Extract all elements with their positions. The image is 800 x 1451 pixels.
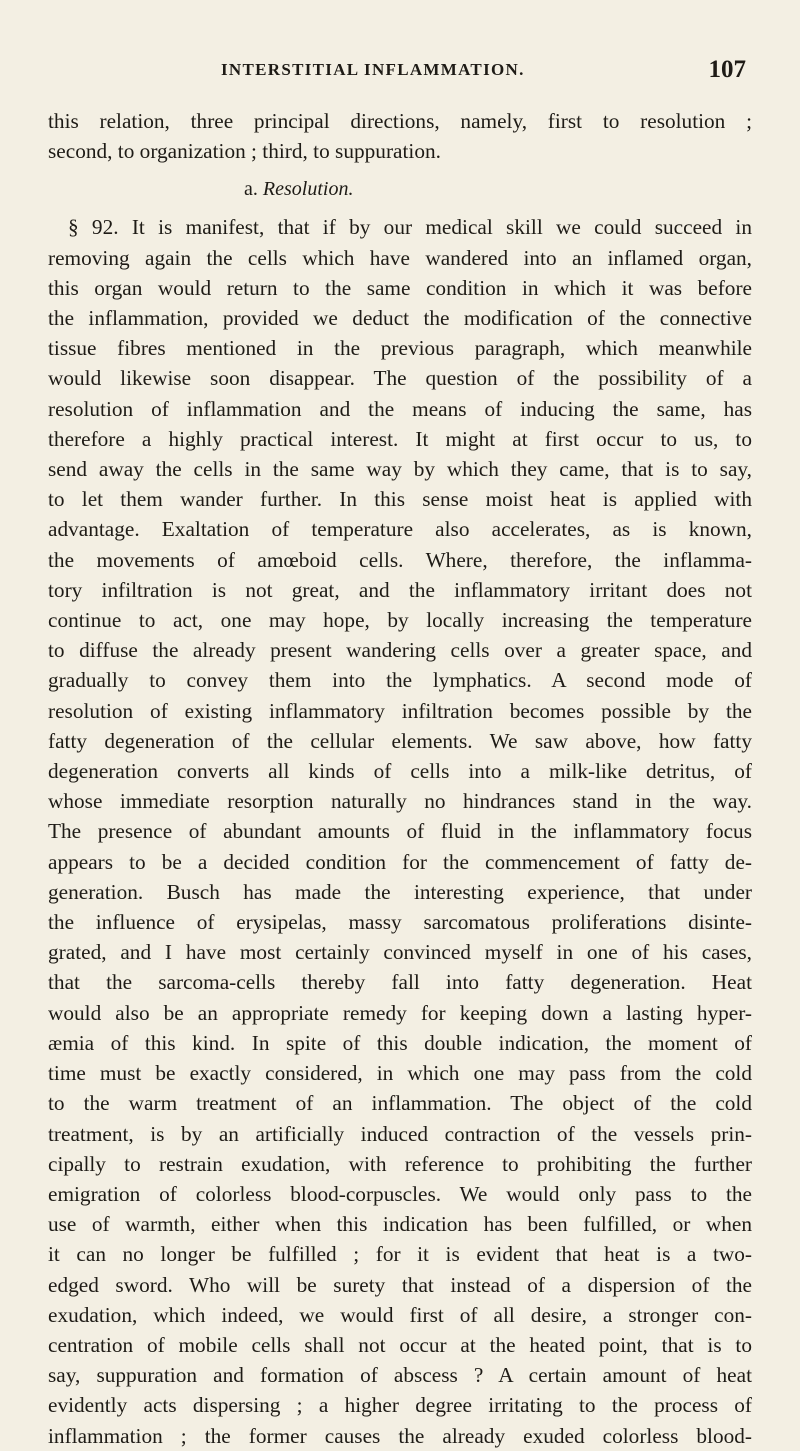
text-line: grated, and I have most certainly convinced myself in one of his cases, — [48, 940, 752, 965]
text-line: § 92. It is manifest, that if by our medical skill we could succeed in — [68, 215, 752, 240]
text-line: fatty degeneration of the cellular elements. We saw above, how fatty — [48, 728, 752, 753]
text-line: to let them wander further. In this sense moist heat is applied with — [48, 487, 752, 512]
text-line: time must be exactly considered, in which one may pass from the cold — [48, 1061, 752, 1086]
text-line: the influence of erysipelas, massy sarcomatous proliferations disinte- — [48, 910, 752, 935]
intro-paragraph — [48, 106, 752, 166]
page-number: 107 — [708, 56, 746, 83]
text-line: this organ would return to the same condition in which it was before — [48, 275, 752, 300]
text-line: to the warm treatment of an inflammation. The object of the cold — [48, 1091, 752, 1116]
text-line: generation. Busch has made the interesting experience, that under — [48, 879, 752, 904]
text-line: send away the cells in the same way by which they came, that is to say, — [48, 457, 752, 482]
text-line: the movements of amœboid cells. Where, therefore, the inflamma- — [48, 547, 752, 572]
text-line: The presence of abundant amounts of fluid in the inflammatory focus — [48, 819, 752, 844]
text-line: resolution of existing inflammatory infiltration becomes possible by the — [48, 698, 752, 723]
text-line: gradually to convey them into the lymphatics. A second mode of — [48, 668, 752, 693]
section-title: Resolution. — [262, 178, 354, 201]
main-text — [48, 106, 752, 1451]
text-line: æmia of this kind. In spite of this double indication, the moment of — [48, 1030, 752, 1055]
text-line: tory infiltration is not great, and the inflammatory irritant does not — [48, 577, 752, 602]
section-paragraph — [48, 212, 752, 1450]
text-line: emigration of colorless blood-corpuscles. We would only pass to the — [48, 1181, 752, 1206]
text-line: centration of mobile cells shall not occur at the heated point, that is to — [48, 1332, 752, 1357]
text-line: continue to act, one may hope, by locally increasing the temperature — [48, 608, 752, 633]
text-line: inflammation ; the former causes the already exuded colorless blood- — [48, 1423, 752, 1448]
text-line: treatment, is by an artificially induced contraction of the vessels prin- — [48, 1121, 752, 1146]
text-line: say, suppuration and formation of abscess ? A certain amount of heat — [48, 1363, 752, 1388]
text-line: removing again the cells which have wandered into an inflamed organ, — [48, 245, 752, 270]
text-line: appears to be a decided condition for the commencement of fatty de- — [48, 849, 752, 874]
text-line: exudation, which indeed, we would first of all desire, a stronger con- — [48, 1302, 752, 1327]
section-label: a. — [244, 178, 258, 201]
text-line: tissue fibres mentioned in the previous paragraph, which meanwhile — [48, 336, 752, 361]
text-line: to diffuse the already present wandering cells over a greater space, and — [48, 638, 752, 663]
running-title: INTERSTITIAL INFLAMMATION. — [221, 60, 525, 79]
text-line: it can no longer be fulfilled ; for it is evident that heat is a two- — [48, 1242, 752, 1267]
text-line: would likewise soon disappear. The question of the possibility of a — [48, 366, 752, 391]
text-line: cipally to restrain exudation, with reference to prohibiting the further — [48, 1151, 752, 1176]
text-line: this relation, three principal directions, namely, first to resolution ; — [48, 109, 752, 133]
text-line: degeneration converts all kinds of cells into a milk-like detritus, of — [48, 759, 752, 784]
text-line: advantage. Exaltation of temperature also accelerates, as is known, — [48, 517, 752, 542]
text-line: the inflammation, provided we deduct the modification of the connective — [48, 306, 752, 331]
running-head — [48, 58, 760, 88]
text-line: resolution of inflammation and the means of inducing the same, has — [48, 396, 752, 421]
text-line: therefore a highly practical interest. It might at first occur to us, to — [48, 426, 752, 451]
text-line: whose immediate resorption naturally no hindrances stand in the way. — [48, 789, 752, 814]
text-line: use of warmth, either when this indication has been fulfilled, or when — [48, 1212, 752, 1237]
text-line: that the sarcoma-cells thereby fall into fatty degeneration. Heat — [48, 970, 752, 995]
text-line: evidently acts dispersing ; a higher degree irritating to the process of — [48, 1393, 752, 1418]
text-line: second, to organization ; third, to suppuration. — [48, 139, 441, 164]
text-line: would also be an appropriate remedy for keeping down a lasting hyper- — [48, 1000, 752, 1025]
text-line: edged sword. Who will be surety that instead of a dispersion of the — [48, 1272, 752, 1297]
section-heading — [48, 174, 752, 204]
